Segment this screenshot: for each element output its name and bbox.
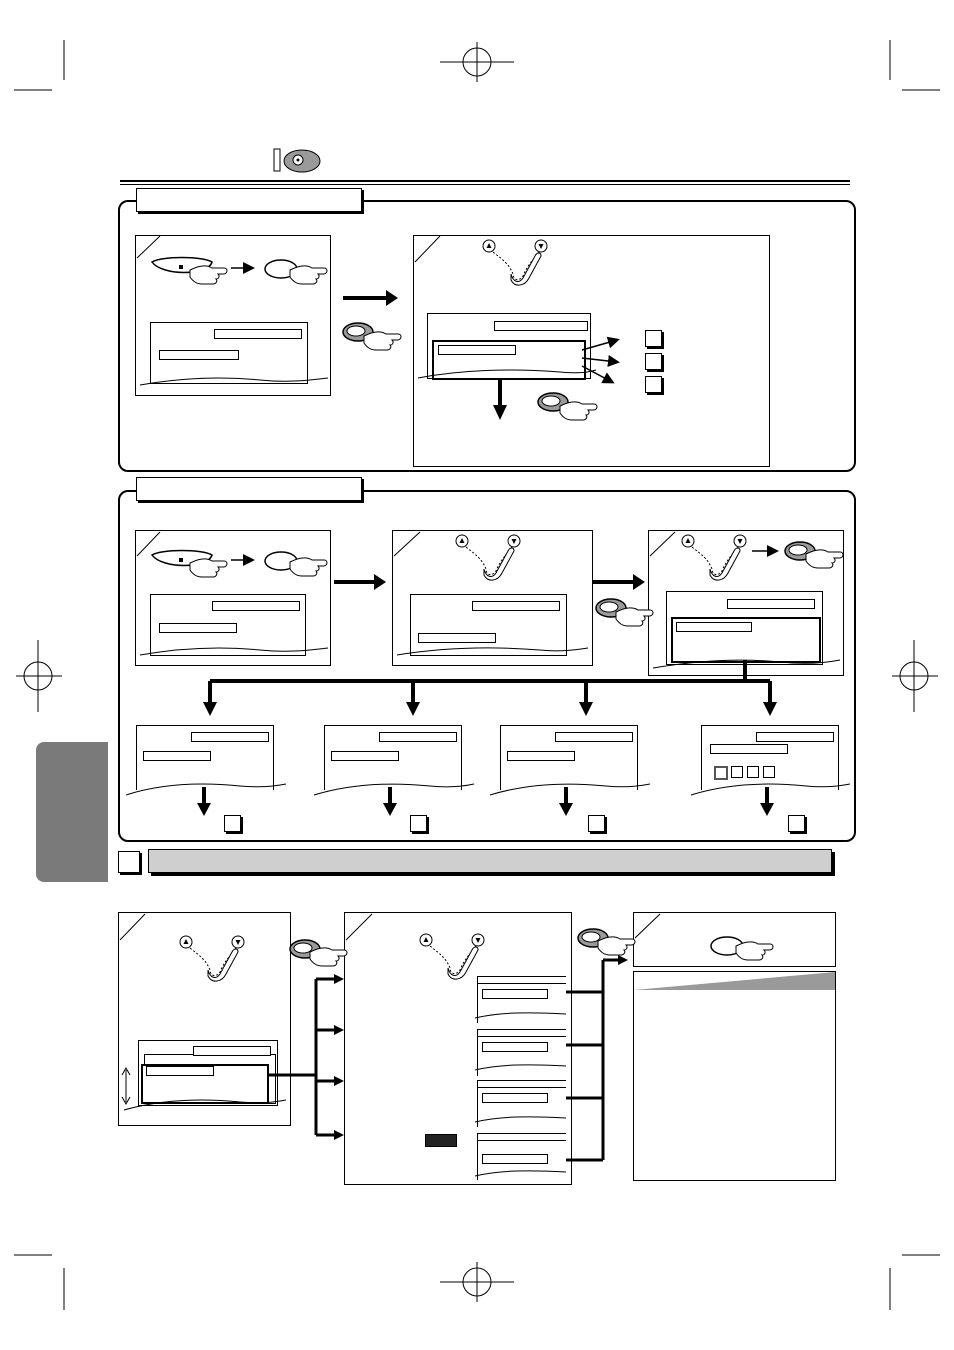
enter-button-icon [596,599,653,626]
enter-button-icon [290,940,347,966]
up-down-arrow-keys-icon [483,240,547,285]
setup-button-icon [265,552,327,576]
up-down-arrow-keys-icon [456,535,520,580]
scroll-range-icon [122,1068,130,1104]
up-down-arrow-keys-icon [420,934,484,979]
enter-button-icon [578,929,635,955]
setup-button-icon [711,937,773,960]
up-down-arrow-keys-icon [682,535,746,580]
stop-button-icon [152,551,227,578]
enter-button-icon [343,323,401,350]
up-down-arrow-keys-icon [180,936,244,981]
enter-button-icon [538,393,597,420]
setup-button-icon [265,260,327,284]
enter-button-icon [785,542,843,568]
stop-button-icon [152,258,227,285]
